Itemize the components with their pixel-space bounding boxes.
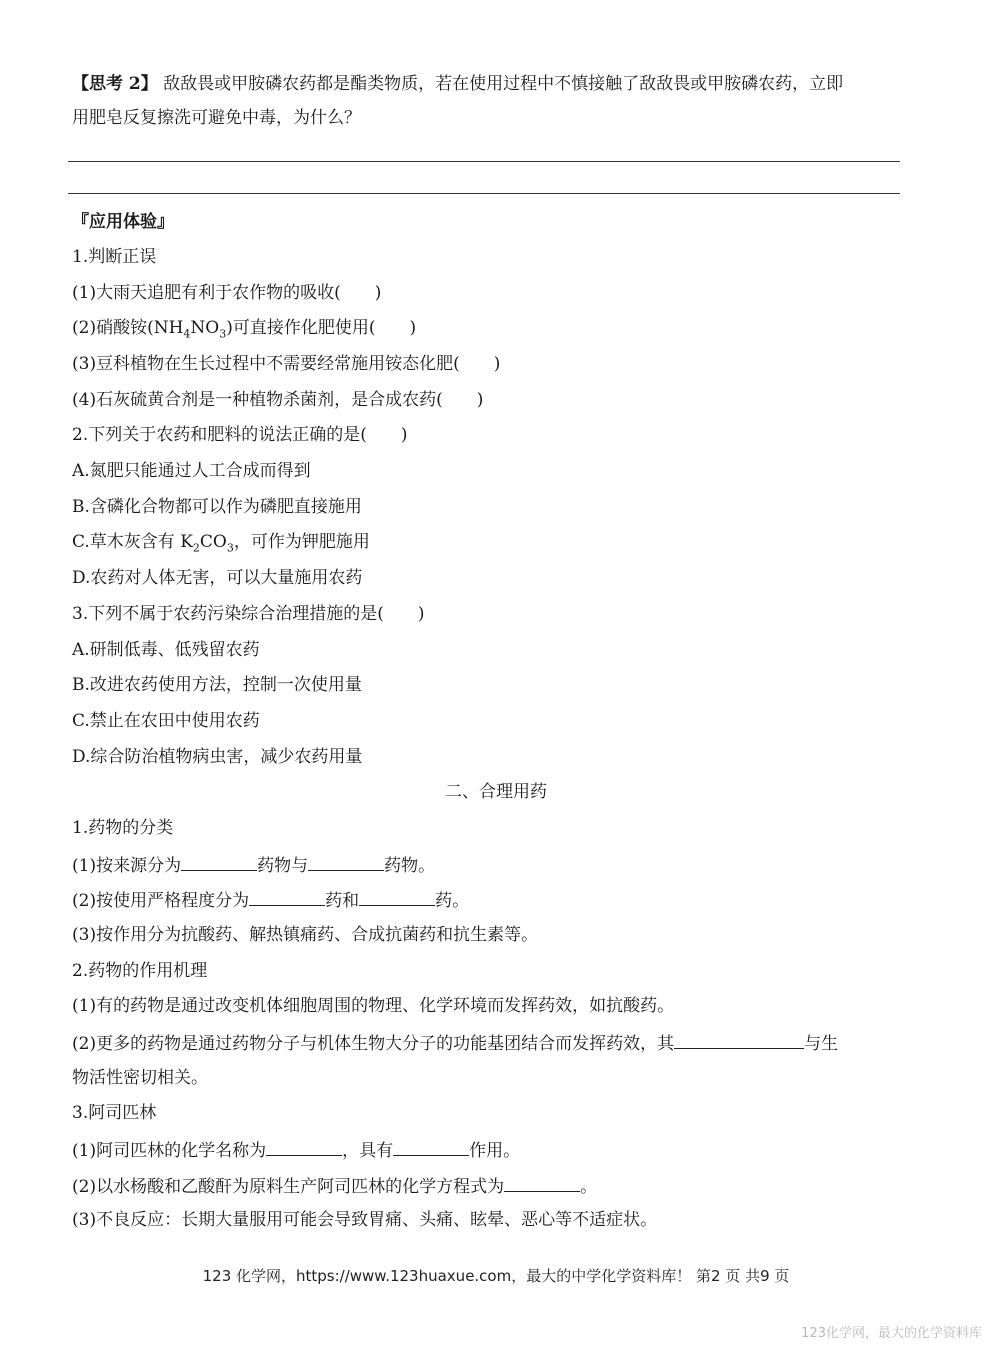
q1-item-4: (4)石灰硫黄合剂是一种植物杀菌剂，是合成农药( ) xyxy=(72,390,484,410)
section2-title: 二、合理用药 xyxy=(445,782,547,802)
q1-item-2: (2)硝酸铵$(NH_4NO_3)$可直接作化肥使用( ) xyxy=(72,318,417,341)
q2-option-a: A.氮肥只能通过人工合成而得到 xyxy=(72,461,311,481)
think2-line2: 用肥皂反复擦洗可避免中毒，为什么？ xyxy=(72,108,361,128)
mechanism-title: 2.药物的作用机理 xyxy=(72,961,208,981)
mechanism-line3: 物活性密切相关。 xyxy=(72,1068,208,1088)
drug-class-line2: (2)按使用严格程度分为 药和 药。 xyxy=(72,887,469,913)
q1-item-1: (1)大雨天追肥有利于农作物的吸收( ) xyxy=(72,283,382,303)
aspirin-line1: (1)阿司匹林的化学名称为 ，具有 作用。 xyxy=(72,1137,520,1163)
think2-tag: 【思考 2】 xyxy=(72,74,158,94)
aspirin-line2: (2)以水杨酸和乙酸酐为原料生产阿司匹林的化学方程式为 。 xyxy=(72,1173,597,1199)
blank-3[interactable] xyxy=(249,887,325,906)
blank-2[interactable] xyxy=(308,852,384,871)
apply-heading: 『应用体验』 xyxy=(72,212,174,232)
blank-8[interactable] xyxy=(504,1173,580,1192)
q1-item-3: (3)豆科植物在生长过程中不需要经常施用铵态化肥( ) xyxy=(72,354,501,374)
q2-title: 2.下列关于农药和肥料的说法正确的是( ) xyxy=(72,425,408,445)
drug-class-title: 1.药物的分类 xyxy=(72,818,174,838)
q3-option-b: B.改进农药使用方法，控制一次使用量 xyxy=(72,675,362,695)
blank-5[interactable] xyxy=(674,1030,804,1049)
answer-line-2 xyxy=(68,193,900,194)
q2-option-c: C.草木灰含有 $K_2CO_3$，可作为钾肥施用 xyxy=(72,532,370,555)
drug-class-line1: (1)按来源分为 药物与 药物。 xyxy=(72,852,435,878)
q3-option-d: D.综合防治植物病虫害，减少农药用量 xyxy=(72,747,363,767)
blank-7[interactable] xyxy=(393,1137,469,1156)
answer-line-1 xyxy=(68,161,900,162)
q3-title: 3.下列不属于农药污染综合治理措施的是( ) xyxy=(72,604,425,624)
think2-line1 xyxy=(72,72,843,96)
q2-option-b: B.含磷化合物都可以作为磷肥直接施用 xyxy=(72,497,362,517)
think2-text1: 敌敌畏或甲胺磷农药都是酯类物质，若在使用过程中不慎接触了敌敌畏或甲胺磷农药，立即 xyxy=(163,74,844,94)
q1-title: 1.判断正误 xyxy=(72,247,157,267)
blank-1[interactable] xyxy=(181,852,257,871)
q3-option-a: A.研制低毒、低残留农药 xyxy=(72,640,260,660)
aspirin-line3: (3)不良反应：长期大量服用可能会导致胃痛、头痛、眩晕、恶心等不适症状。 xyxy=(72,1210,658,1230)
drug-class-line3: (3)按作用分为抗酸药、解热镇痛药、合成抗菌药和抗生素等。 xyxy=(72,925,539,945)
q2-option-d: D.农药对人体无害，可以大量施用农药 xyxy=(72,568,363,588)
aspirin-title: 3.阿司匹林 xyxy=(72,1103,157,1123)
mechanism-line2: (2)更多的药物是通过药物分子与机体生物大分子的功能基团结合而发挥药效，其 与生 xyxy=(72,1030,838,1056)
page-footer: 123 化学网，https://www.123huaxue.com，最大的中学化学资料库！ 第2 页 共9 页 xyxy=(202,1267,790,1285)
blank-6[interactable] xyxy=(266,1137,342,1156)
blank-4[interactable] xyxy=(359,887,435,906)
mechanism-line1: (1)有的药物是通过改变机体细胞周围的物理、化学环境而发挥药效，如抗酸药。 xyxy=(72,996,675,1016)
q3-option-c: C.禁止在农田中使用农药 xyxy=(72,711,260,731)
watermark: 123化学网，最大的化学资料库 xyxy=(801,1326,982,1341)
